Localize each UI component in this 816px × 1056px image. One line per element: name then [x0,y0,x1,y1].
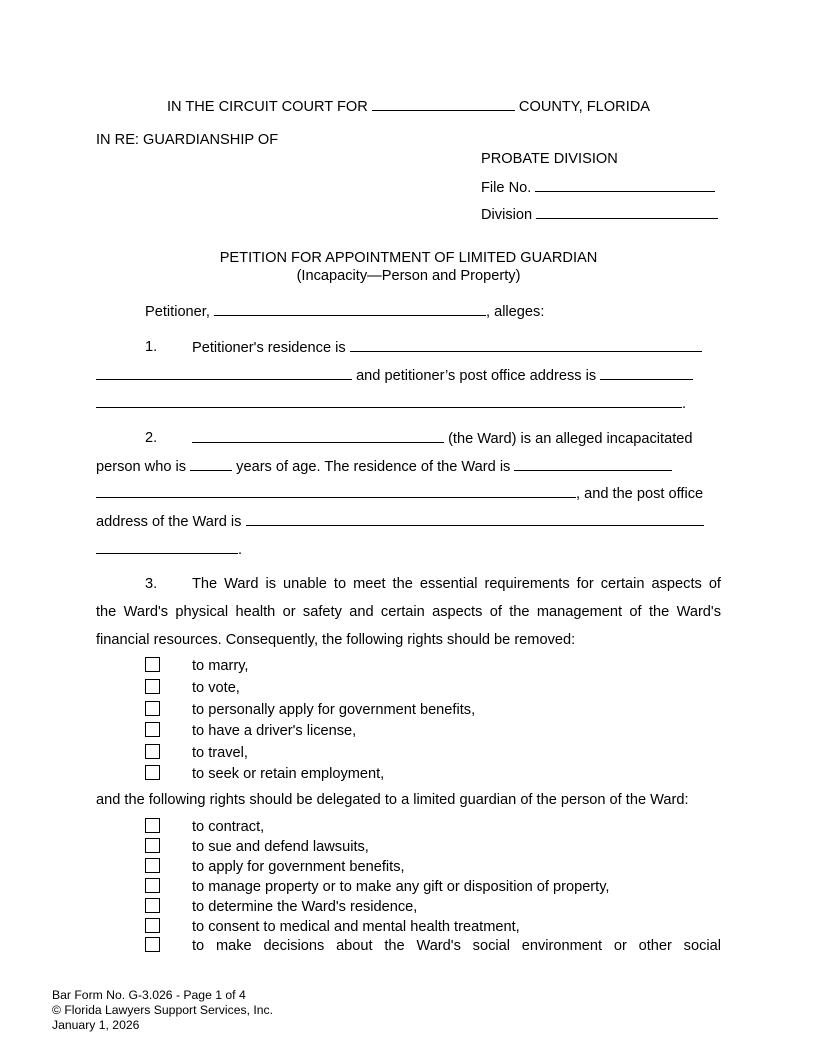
checkbox-apply-benefits[interactable] [145,858,160,873]
para2-end: . [238,542,243,558]
right-apply-benefits-label: to apply for government benefits, [192,859,405,875]
probate-division-label: PROBATE DIVISION [481,151,618,167]
checkbox-contract[interactable] [145,818,160,833]
in-re-label: IN RE: GUARDIANSHIP OF [96,132,279,148]
para1-line3 [96,394,686,413]
right-drivers-license-label: to have a driver's license, [192,723,357,739]
checkbox-medical-consent[interactable] [145,918,160,933]
ward-residence-field-2[interactable] [96,484,576,498]
petitioner-name-field[interactable] [214,302,486,316]
para3-line1: The Ward is unable to meet the essential requirements for certain aspects of [192,576,721,592]
ward-age-field[interactable] [190,457,232,471]
right-medical-consent-label: to consent to medical and mental health treatment, [192,919,520,935]
checkbox-determine-residence[interactable] [145,898,160,913]
court-caption [96,97,721,116]
petitioner-po-address-field[interactable] [600,366,693,380]
document-title: PETITION FOR APPOINTMENT OF LIMITED GUARDIAN [219,250,598,266]
county-field[interactable] [372,97,515,111]
para2-line5 [96,540,242,559]
ward-residence-field[interactable] [514,457,672,471]
petitioner-suffix: , alleges: [485,304,545,320]
court-suffix: COUNTY, FLORIDA [518,99,651,115]
checkbox-vote[interactable] [145,679,160,694]
para1-line2 [96,366,693,385]
court-prefix: IN THE CIRCUIT COURT FOR [166,99,368,115]
delegated-intro: and the following rights should be delegated to a limited guardian of the person of the Ward: [96,792,689,808]
right-manage-property-label: to manage property or to make any gift or disposition of property, [192,879,610,895]
para2-line4 [96,512,704,531]
checkbox-sue-defend[interactable] [145,838,160,853]
para2-text-b1: person who is [96,459,187,475]
para2-text-d: address of the Ward is [96,514,242,530]
right-personally-apply-benefits-label: to personally apply for government benefits, [192,702,476,718]
right-determine-residence-label: to determine the Ward's residence, [192,899,418,915]
division-label: Division [481,207,533,223]
ward-po-address-field-2[interactable] [96,540,238,554]
ward-po-address-field[interactable] [246,512,704,526]
para1-text-b: and petitioner’s post office address is [356,368,597,384]
checkbox-social-environment[interactable] [145,937,160,952]
right-social-environment-label: to make decisions about the Ward's social environment or other social [192,938,721,954]
para2-num: 2. [145,430,158,446]
footer-copyright: © Florida Lawyers Support Services, Inc. [52,1003,273,1017]
division-row [481,205,718,224]
ward-name-field[interactable] [192,429,444,443]
checkbox-personally-apply-benefits[interactable] [145,701,160,716]
right-employment-label: to seek or retain employment, [192,766,385,782]
checkbox-manage-property[interactable] [145,878,160,893]
file-no-field[interactable] [535,178,715,192]
petitioner-residence-field-2[interactable] [96,366,352,380]
para2-line1 [192,429,693,448]
checkbox-travel[interactable] [145,744,160,759]
petitioner-line [145,302,544,321]
right-vote-label: to vote, [192,680,240,696]
checkbox-marry[interactable] [145,657,160,672]
petitioner-po-address-field-2[interactable] [96,394,682,408]
para2-line2 [96,457,672,476]
para3-line3: financial resources. Consequently, the following rights should be removed: [96,632,576,648]
petitioner-prefix: Petitioner, [145,304,210,320]
footer-form-no: Bar Form No. G-3.026 - Page 1 of 4 [52,988,246,1002]
right-marry-label: to marry, [192,658,249,674]
para2-text-c: , and the post office [576,486,704,502]
para2-text-a: (the Ward) is an alleged incapacitated [448,431,693,447]
checkbox-drivers-license[interactable] [145,722,160,737]
para1-num: 1. [145,339,158,355]
file-no-label: File No. [481,180,532,196]
para1-line1 [192,338,702,357]
para3-num: 3. [145,576,158,592]
right-contract-label: to contract, [192,819,265,835]
para2-text-b2: years of age. The residence of the Ward is [236,459,511,475]
para3-line2: the Ward's physical health or safety and certain aspects of the management of the Ward's [96,604,721,620]
division-field[interactable] [536,205,718,219]
petitioner-residence-field[interactable] [350,338,702,352]
para2-line3 [96,484,703,503]
para1-text-a: Petitioner's residence is [192,340,346,356]
footer-date: January 1, 2026 [52,1018,140,1032]
document-subtitle: (Incapacity—Person and Property) [296,268,521,284]
right-travel-label: to travel, [192,745,248,761]
file-no-row [481,178,715,197]
right-sue-defend-label: to sue and defend lawsuits, [192,839,369,855]
checkbox-employment[interactable] [145,765,160,780]
para1-end: . [682,396,687,412]
